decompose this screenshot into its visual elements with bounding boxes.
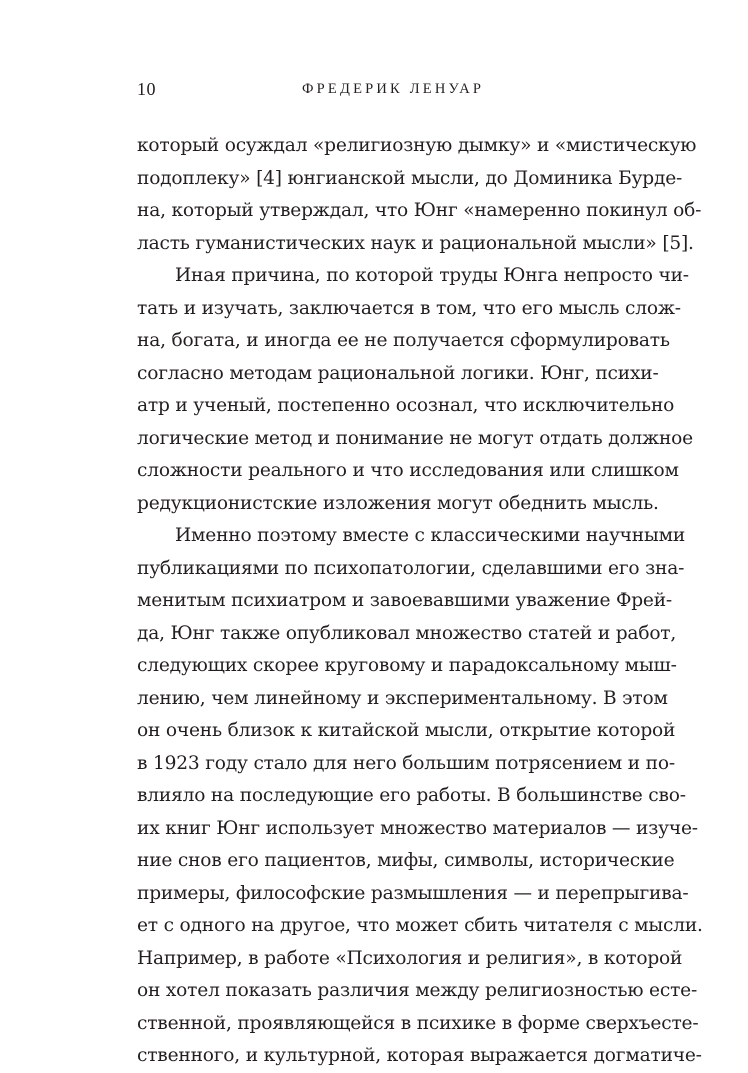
text-line: примеры, философские размышления — и перепрыгива- bbox=[137, 882, 689, 904]
text-line: тать и изучать, заключается в том, что его мысль слож- bbox=[137, 297, 681, 319]
text-line: их книг Юнг использует множество материалов — изуче- bbox=[137, 817, 698, 839]
text-line: да, Юнг также опубликовал множество статей и работ, bbox=[137, 622, 677, 644]
running-head-author: ФРЕДЕРИК ЛЕНУАР bbox=[302, 81, 485, 97]
text-line: редукционистские изложения могут обеднить мысль. bbox=[137, 492, 659, 514]
text-line: он очень близок к китайской мысли, открытие которой bbox=[137, 720, 676, 741]
text-line: влияло на последующие его работы. В большинстве сво- bbox=[137, 785, 686, 806]
text-line: ственного, и культурной, которая выражается догматиче- bbox=[137, 1045, 702, 1066]
text-line: логические метод и понимание не могут отдать должное bbox=[137, 427, 693, 449]
text-line: ласть гуманистических наук и рациональной мысли» [5]. bbox=[137, 232, 694, 254]
text-line: лению, чем линейному и экспериментальному. В этом bbox=[137, 687, 668, 709]
text-line: на, который утверждал, что Юнг «намеренно покинул об- bbox=[137, 200, 702, 221]
page-number: 10 bbox=[137, 79, 156, 99]
text-line: ственной, проявляющейся в психике в форме сверхъесте- bbox=[137, 1012, 699, 1034]
text-line: сложности реального и что исследования или слишком bbox=[137, 460, 679, 481]
text-line: ние снов его пациентов, мифы, символы, исторические bbox=[137, 850, 675, 871]
paragraph-first-line: Иная причина, по которой труды Юнга непросто чи- bbox=[175, 265, 689, 286]
text-line: на, богата, и иногда ее не получается сформулировать bbox=[137, 330, 670, 351]
text-line: подоплеку» [4] юнгианской мысли, до Доминика Бурде- bbox=[137, 167, 683, 189]
body-text bbox=[137, 130, 703, 1073]
text-line: следующих скорее круговому и парадоксальному мыш- bbox=[137, 655, 677, 676]
text-line: он хотел показать различия между религиозностью есте- bbox=[137, 980, 698, 1001]
text-line: Например, в работе «Психология и религия», в которой bbox=[137, 947, 683, 969]
text-line: в 1923 году стало для него большим потрясением и по- bbox=[137, 752, 675, 774]
text-line: публикациями по психопатологии, сделавшими его зна- bbox=[137, 557, 685, 579]
text-line: который осуждал «религиозную дымку» и «мистическую bbox=[137, 135, 697, 156]
text-line: согласно методам рациональной логики. Юнг, психи- bbox=[137, 362, 659, 384]
text-line: атр и ученый, постепенно осознал, что исключительно bbox=[137, 395, 675, 416]
text-line: ет с одного на другое, что может сбить читателя с мысли. bbox=[137, 915, 703, 936]
paragraph-first-line: Именно поэтому вместе с классическими научными bbox=[175, 525, 686, 546]
text-line: менитым психиатром и завоевавшими уважение Фрей- bbox=[137, 590, 673, 611]
